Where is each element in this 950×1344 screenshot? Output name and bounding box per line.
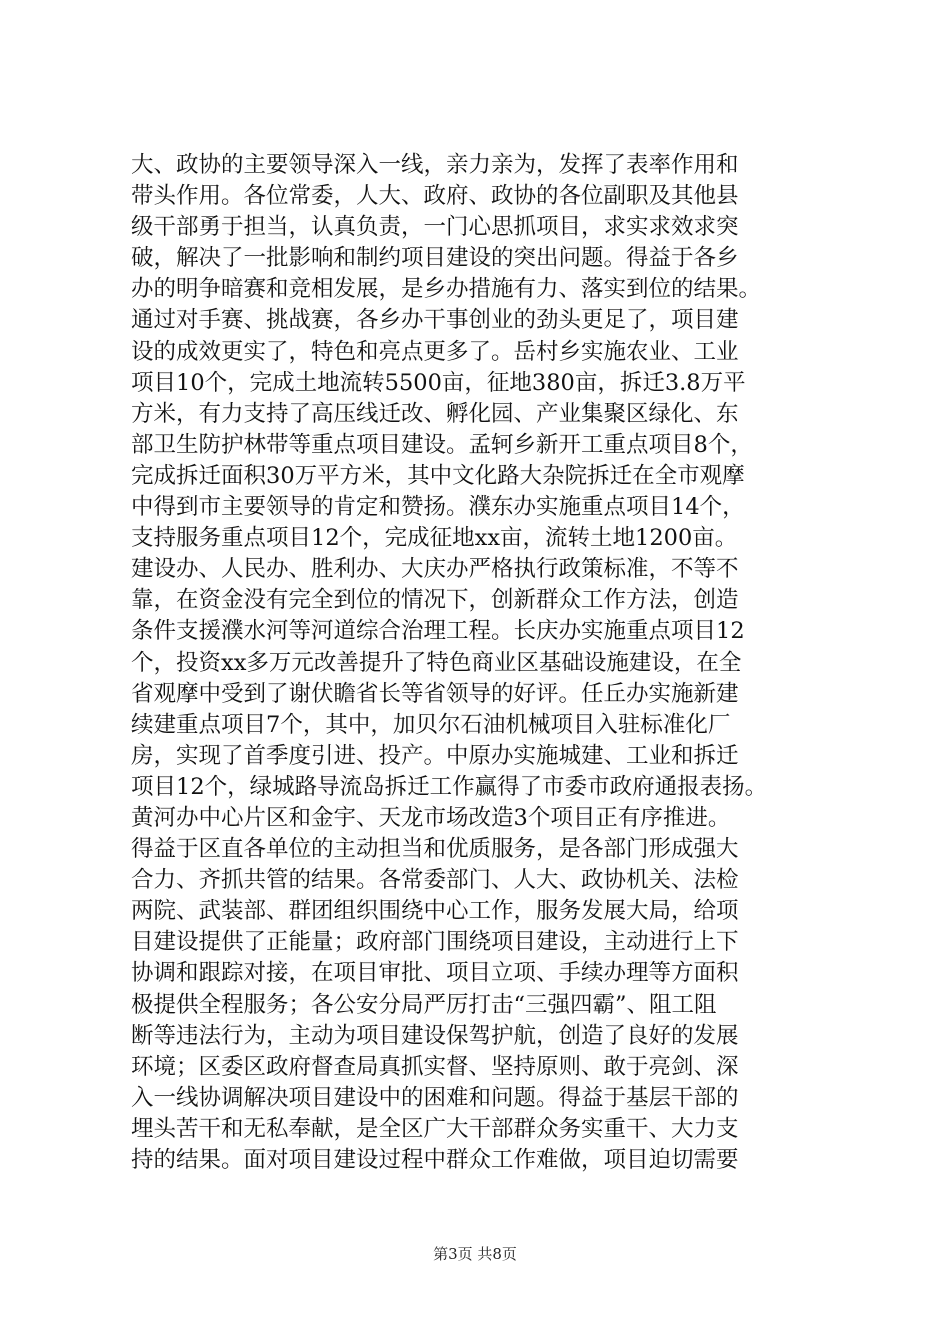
text-line: 房，实现了首季度引进、投产。中原办实施城建、工业和拆迁 (131, 742, 739, 769)
text-line: 个，投资xx多万元改善提升了特色商业区基础设施建设，在全 (131, 649, 742, 676)
page-total: 共8页 (477, 1245, 517, 1263)
text-line: 断等违法行为，主动为项目建设保驾护航，创造了良好的发展 (131, 1022, 739, 1049)
text-line: 级干部勇于担当，认真负责，一门心思抓项目，求实求效求突 (131, 214, 739, 241)
text-line: 完成拆迁面积30万平方米，其中文化路大杂院拆迁在全市观摩 (131, 462, 745, 489)
text-line: 省观摩中受到了谢伏瞻省长等省领导的好评。任丘办实施新建 (131, 680, 739, 707)
text-line: 办的明争暗赛和竞相发展，是乡办措施有力、落实到位的结果。 (131, 276, 762, 303)
text-line: 合力、齐抓共管的结果。各常委部门、人大、政协机关、法检 (131, 867, 739, 894)
text-line: 项目12个，绿城路导流岛拆迁工作赢得了市委市政府通报表扬。 (131, 773, 768, 800)
text-line: 入一线协调解决项目建设中的困难和问题。得益于基层干部的 (131, 1084, 739, 1111)
text-line: 支持服务重点项目12个，完成征地xx亩，流转土地1200亩。 (131, 525, 738, 552)
text-line: 条件支援濮水河等河道综合治理工程。长庆办实施重点项目12 (131, 618, 745, 645)
text-line: 得益于区直各单位的主动担当和优质服务，是各部门形成强大 (131, 836, 739, 863)
text-line: 破，解决了一批影响和制约项目建设的突出问题。得益于各乡 (131, 245, 739, 272)
text-line: 设的成效更实了，特色和亮点更多了。岳村乡实施农业、工业 (131, 338, 739, 365)
text-line: 方米，有力支持了高压线迁改、孵化园、产业集聚区绿化、东 (131, 400, 739, 427)
text-line: 黄河办中心片区和金宇、天龙市场改造3个项目正有序推进。 (131, 804, 731, 831)
text-line: 大、政协的主要领导深入一线，亲力亲为，发挥了表率作用和 (131, 152, 739, 178)
text-line: 目建设提供了正能量；政府部门围绕项目建设，主动进行上下 (131, 929, 739, 956)
text-line: 中得到市主要领导的肯定和赞扬。濮东办实施重点项目14个， (131, 494, 745, 521)
text-line: 两院、武装部、群团组织围绕中心工作，服务发展大局，给项 (131, 898, 739, 925)
text-line: 持的结果。面对项目建设过程中群众工作难做，项目迫切需要 (131, 1147, 739, 1173)
text-line: 续建重点项目7个，其中，加贝尔石油机械项目入驻标准化厂 (131, 711, 731, 738)
text-line: 环境；区委区政府督查局真抓实督、坚持原则、敢于亮剑、深 (131, 1053, 739, 1080)
text-line: 项目10个，完成土地流转5500亩，征地380亩，拆迁3.8万平 (131, 369, 746, 396)
text-line: 建设办、人民办、胜利办、大庆办严格执行政策标准，不等不 (131, 556, 739, 583)
text-line: 带头作用。各位常委，人大、政府、政协的各位副职及其他县 (131, 183, 739, 210)
text-line: 埋头苦干和无私奉献，是全区广大干部群众务实重干、大力支 (131, 1115, 739, 1142)
page-number: 第3页 (433, 1245, 473, 1263)
page-footer (0, 1244, 950, 1264)
text-line: 部卫生防护林带等重点项目建设。孟轲乡新开工重点项目8个， (131, 431, 753, 458)
text-line: 靠，在资金没有完全到位的情况下，创新群众工作方法，创造 (131, 587, 739, 614)
text-line: 极提供全程服务；各公安分局严厉打击“三强四霸”、阻工阻 (131, 991, 717, 1018)
text-line: 协调和跟踪对接，在项目审批、项目立项、手续办理等方面积 (131, 960, 739, 987)
body-text (131, 150, 841, 1176)
text-line: 通过对手赛、挑战赛，各乡办干事创业的劲头更足了，项目建 (131, 307, 739, 334)
